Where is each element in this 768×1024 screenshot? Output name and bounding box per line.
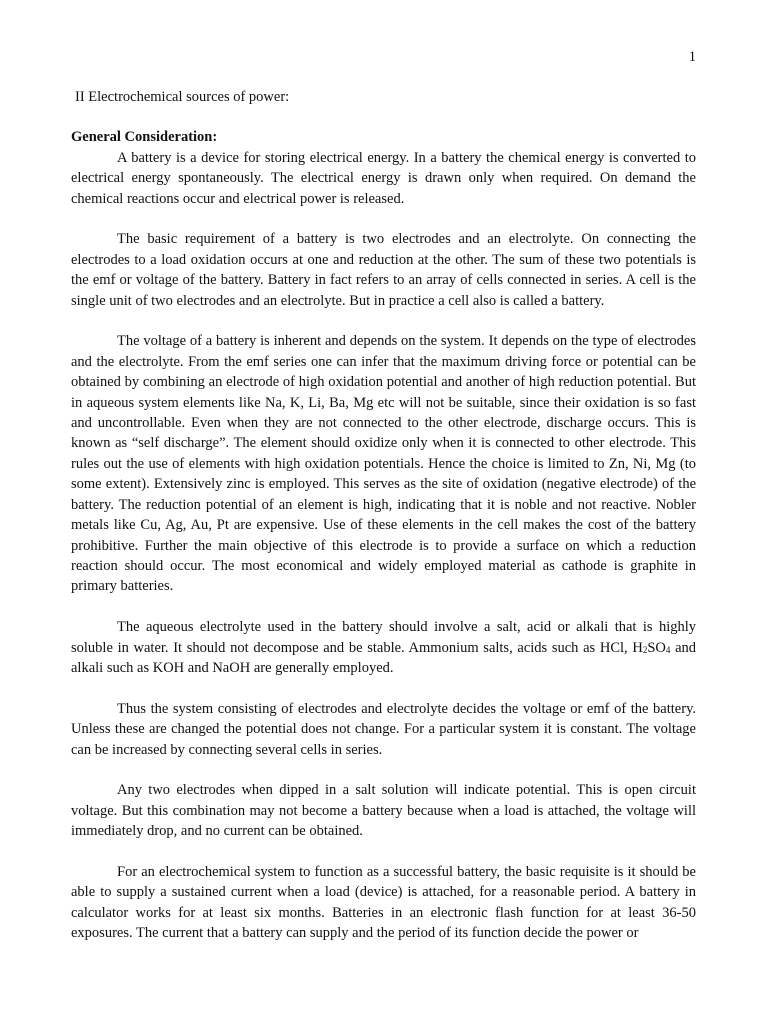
paragraph-basic-requirement: The basic requirement of a battery is two electrodes and an electrolyte. On connecting the electrodes to a load oxidation occurs at one and reduction at the other. The sum of these two potentials is the emf or voltage of the battery. Battery in fact refers to an array of cells connected in series. A cell is the single unit of two electrodes and an electrolyte. But in practice a cell also is called a battery.	[71, 231, 696, 309]
page-number: 1	[688, 49, 696, 65]
formula-subscript-2: 2	[642, 644, 648, 655]
paragraph-successful-battery: For an electrochemical system to function as a successful battery, the basic requisite is it should be able to supply a sustained current when a load (device) is attached, for a reasonable period. A battery in calculator works for at least six months. Batteries in an electronic flash function for at least 36-50 exposures. The current that a battery can supply and the period of its function decide the power or	[71, 863, 696, 942]
section-title: II Electrochemical sources of power:	[75, 89, 290, 105]
paragraph-aqueous-electrolyte	[71, 617, 696, 678]
document-body	[71, 87, 696, 964]
paragraph-system-voltage: Thus the system consisting of electrodes and electrolyte decides the voltage or emf of the battery. Unless these are changed the potential does not change. For a particular system it is constant. The voltage can be increased by connecting several cells in series.	[71, 700, 696, 758]
formula-so: SO	[647, 639, 666, 656]
formula-subscript-4: 4	[665, 644, 671, 655]
electrolyte-text-before: The aqueous electrolyte used in the battery should involve a salt, acid or alkali that is highly soluble in water. It should not decompose and be stable. Ammonium salts, acids such as HCl,	[71, 619, 696, 656]
paragraph-open-circuit-voltage: Any two electrodes when dipped in a salt solution will indicate potential. This is open circuit voltage. But this combination may not become a battery because when a load is attached, the voltage will immediately drop, and no current can be obtained.	[71, 782, 696, 840]
electrolyte-text-after: and alkali such as KOH and NaOH are generally employed.	[71, 639, 697, 676]
paragraph-battery-voltage: The voltage of a battery is inherent and depends on the system. It depends on the type of electrodes and the electrolyte. From the emf series one can infer that the maximum driving force or potential can be obtained by combining an electrode of high oxidation potential and another of high reduction potential. But in aqueous system elements like Na, K, Li, Ba, Mg etc will not be suitable, since their oxidation is so fast and uncontrollable. Even when they are not connected to the other electrode, discharge occurs. This is known as “self discharge”. The element should oxidize only when it is connected to other electrode. This rules out the use of elements with high oxidation potentials. Hence the choice is limited to Zn, Ni, Mg (to some extent). Extensively zinc is employed. This serves as the site of oxidation (negative electrode) of the battery. The reduction potential of an element is high, indicating that it is noble and not reactive. Nobler metals like Cu, Ag, Au, Pt are expensive. Use of these elements in the cell makes the cost of the battery prohibitive. Further the main objective of this electrode is to provide a surface on which a reduction reaction should occur. The most economical and widely employed material as cathode is graphite in primary batteries.	[71, 333, 696, 595]
paragraph-battery-definition: A battery is a device for storing electrical energy. In a battery the chemical energy is converted to electrical energy spontaneously. The electrical energy is drawn only when required. On demand the chemical reactions occur and electrical power is released.	[71, 149, 696, 207]
subheading-general-consideration: General Consideration:	[71, 129, 218, 146]
formula-h: H	[632, 639, 643, 656]
